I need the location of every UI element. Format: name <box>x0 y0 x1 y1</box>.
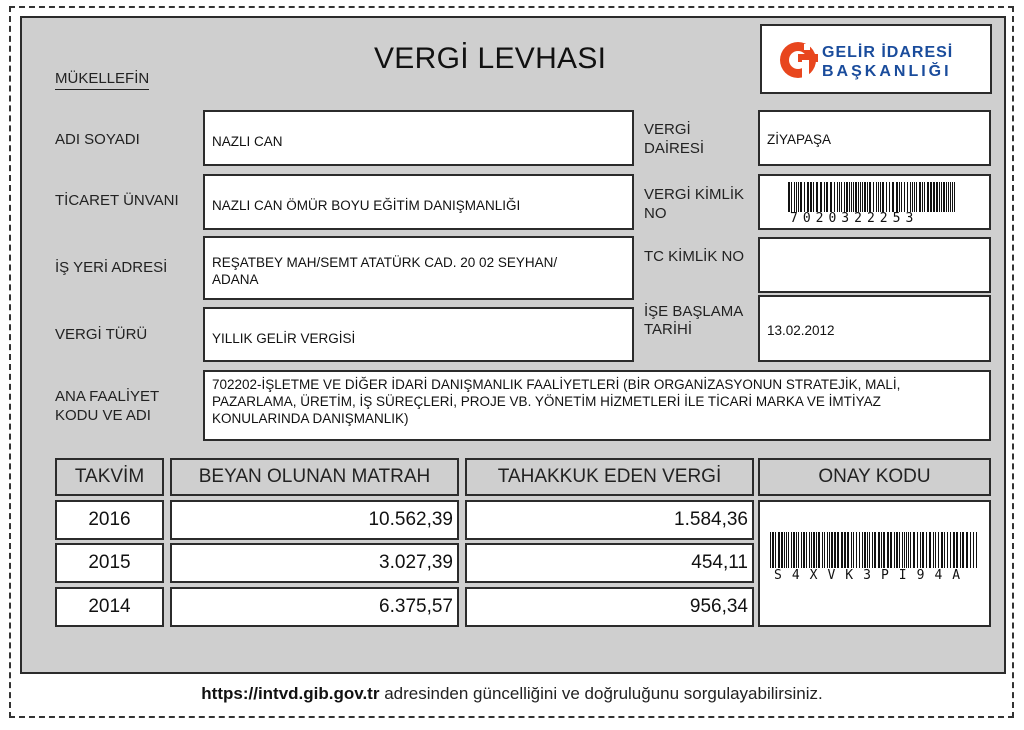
onay-kodu-field <box>758 500 991 627</box>
footer-text: adresinden güncelliğini ve doğruluğunu sorgulayabilirsiniz. <box>379 684 823 703</box>
tckn-label: TC KİMLİK NO <box>644 248 745 265</box>
row-2-year: 2015 <box>55 543 164 583</box>
row-2-vergi: 454,11 <box>465 543 754 583</box>
ise-baslama-label-line2: TARİHİ <box>644 321 693 338</box>
adi-soyadi-label: ADI SOYADI <box>55 131 140 148</box>
vkn-field <box>758 174 991 230</box>
vergi-dairesi-label-line2: DAİRESİ <box>644 140 705 157</box>
row-1-year: 2016 <box>55 500 164 540</box>
ticaret-unvani-field <box>203 174 634 230</box>
onay-barcode <box>770 532 980 568</box>
vkn-value: 7020322253 <box>790 211 919 226</box>
ise-baslama-label-line1: İŞE BAŞLAMA <box>644 303 744 320</box>
col-header-matrah: BEYAN OLUNAN MATRAH <box>170 458 459 496</box>
tckn-field <box>758 237 991 293</box>
row-3-year: 2014 <box>55 587 164 627</box>
row-2-matrah: 3.027,39 <box>170 543 459 583</box>
footer-url[interactable]: https://intvd.gib.gov.tr <box>201 684 380 703</box>
col-header-vergi: TAHAKKUK EDEN VERGİ <box>465 458 754 496</box>
vkn-label-line2: NO <box>644 205 667 222</box>
faaliyet-label-line2: KODU VE ADI <box>55 407 151 424</box>
is-yeri-adresi-label: İŞ YERİ ADRESİ <box>55 259 168 276</box>
row-3-matrah: 6.375,57 <box>170 587 459 627</box>
row-3-vergi: 956,34 <box>465 587 754 627</box>
faaliyet-value-line2: PAZARLAMA, ÜRETİM, İŞ SÜREÇLERİ, PROJE VB. YÖNETİM HİZMETLERİ İLE TİCARİ MARKA VE İMTİYAZ <box>212 394 881 409</box>
row-1-matrah: 10.562,39 <box>170 500 459 540</box>
adi-soyadi-field <box>203 110 634 166</box>
col-header-takvim: TAKVİM <box>55 458 164 496</box>
faaliyet-value-line3: KONULARINDA DANIŞMANLIK) <box>212 411 409 426</box>
logo-text-2: BAŞKANLIĞI <box>822 63 952 80</box>
row-1-vergi: 1.584,36 <box>465 500 754 540</box>
onay-kodu-value: S4XVK3PI94A <box>774 568 971 583</box>
ticaret-unvani-label: TİCARET ÜNVANI <box>55 192 179 209</box>
faaliyet-value-line1: 702202-İŞLETME VE DİĞER İDARİ DANIŞMANLIK FAALİYETLERİ (BİR ORGANİZASYONUN STRATEJİK, MALİ, <box>212 377 901 392</box>
adi-soyadi-value: NAZLI CAN <box>212 134 283 149</box>
ticaret-unvani-value: NAZLI CAN ÖMÜR BOYU EĞİTİM DANIŞMANLIĞI <box>212 198 521 213</box>
ise-baslama-field <box>758 295 991 362</box>
is-yeri-adresi-field <box>203 236 634 300</box>
vergi-dairesi-value: ZİYAPAŞA <box>767 132 832 147</box>
vkn-barcode <box>788 182 958 212</box>
vergi-turu-label: VERGİ TÜRÜ <box>55 326 148 343</box>
logo-text-1: GELİR İDARESİ <box>822 44 954 61</box>
vkn-label-line1: VERGİ KİMLİK <box>644 186 745 203</box>
vergi-dairesi-label-line1: VERGİ <box>644 121 691 138</box>
ise-baslama-value: 13.02.2012 <box>767 323 835 338</box>
vergi-turu-field <box>203 307 634 362</box>
is-yeri-adresi-value-line2: ADANA <box>212 272 259 287</box>
page-title: VERGİ LEVHASI <box>374 42 607 75</box>
gib-logo <box>760 24 992 94</box>
vergi-turu-value: YILLIK GELİR VERGİSİ <box>212 331 356 346</box>
faaliyet-field <box>203 370 991 441</box>
faaliyet-label-line1: ANA FAALİYET <box>55 388 160 405</box>
vergi-dairesi-field <box>758 110 991 166</box>
footer-note <box>0 684 1024 704</box>
mukellef-label: MÜKELLEFİN <box>55 70 149 90</box>
gib-logo-icon <box>778 38 822 82</box>
col-header-onay: ONAY KODU <box>758 458 991 496</box>
is-yeri-adresi-value-line1: REŞATBEY MAH/SEMT ATATÜRK CAD. 20 02 SEYHAN/ <box>212 255 558 270</box>
